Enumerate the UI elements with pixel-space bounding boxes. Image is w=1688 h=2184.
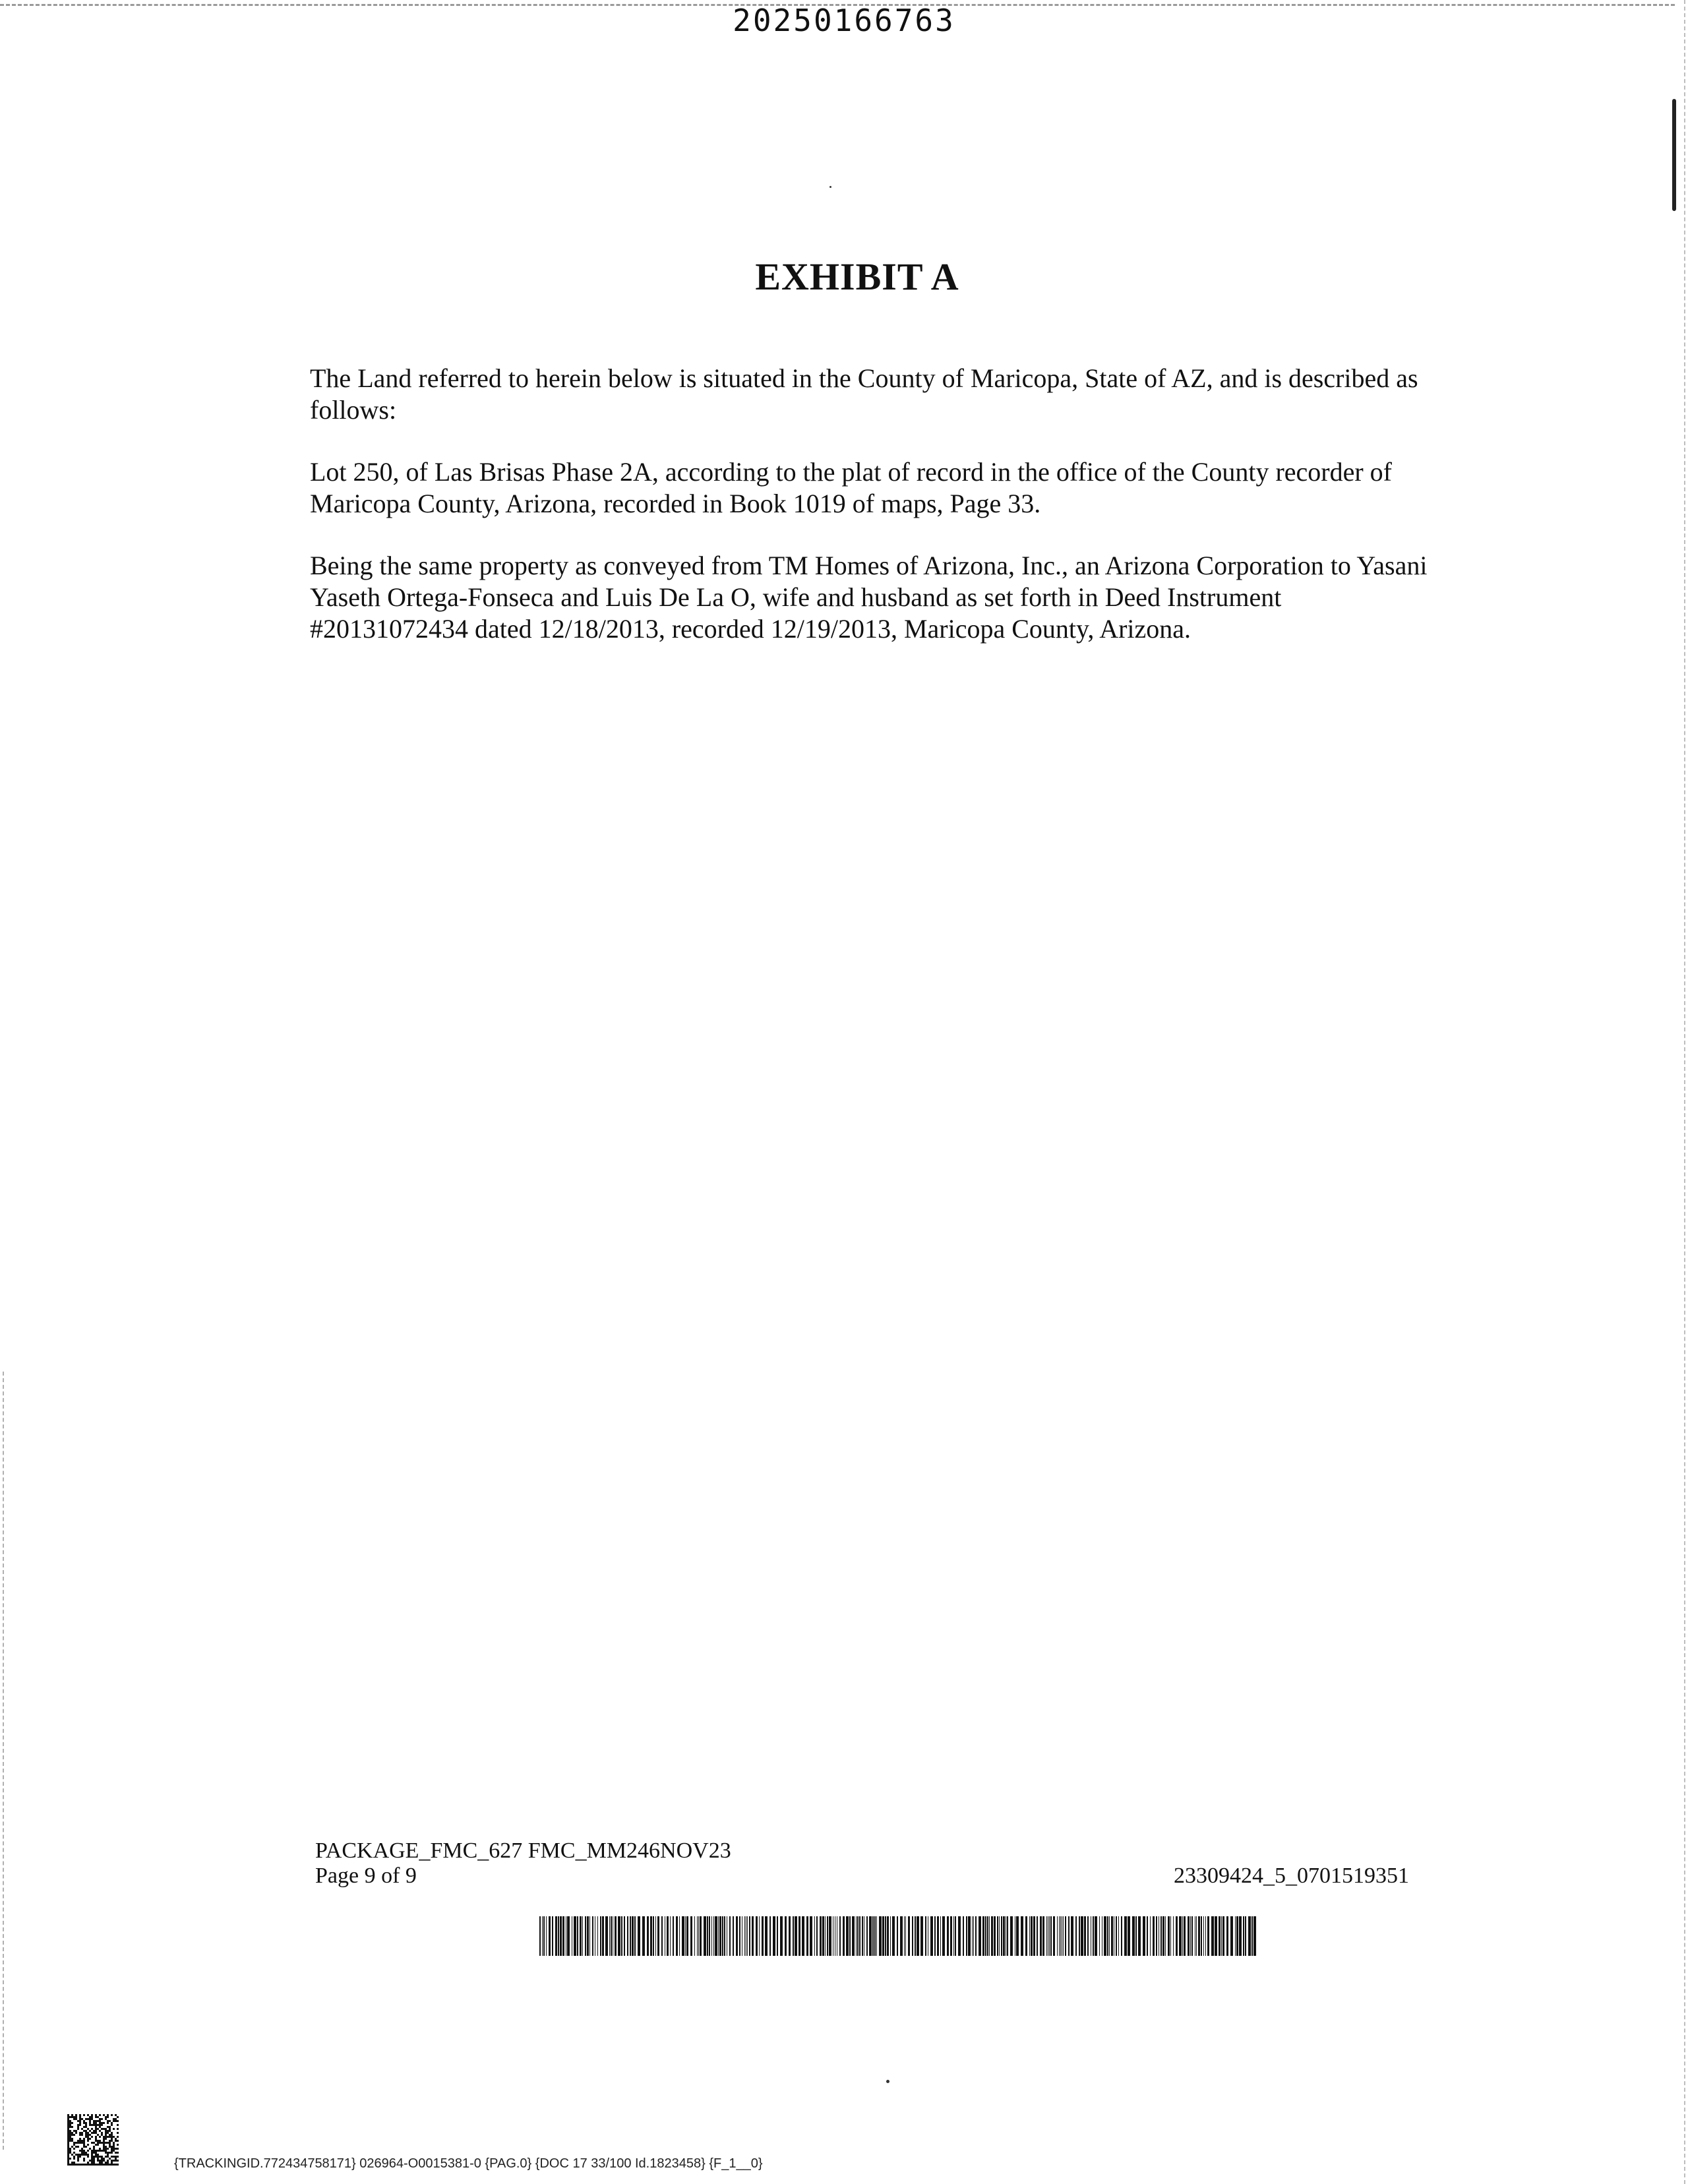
paragraph-lot-description: Lot 250, of Las Brisas Phase 2A, according to the plat of record in the office of the County recorder of Maricopa County, Arizona, recorded in Book 1019 of maps, Page 33. xyxy=(310,457,1392,518)
scan-speck xyxy=(829,186,831,188)
page-number: Page 9 of 9 xyxy=(315,1864,417,1888)
barcode-icon xyxy=(539,1916,1259,1956)
tracking-id: {TRACKINGID.772434758171} 026964-O0015381-0 {PAG.0} {DOC 17 33/100 Id.1823458} {F_1__0} xyxy=(174,2156,763,2171)
paragraph-vesting: Being the same property as conveyed from TM Homes of Arizona, Inc., an Arizona Corporation to Yasani Yaseth Ortega-Fonseca and Luis De La O, wife and husband as set forth in Deed Instrument #20131072434 dated 12/18/2013, recorded 12/19/2013, Maricopa County, Arizona. xyxy=(310,551,1428,644)
scan-mark xyxy=(1672,99,1676,211)
scan-speck xyxy=(886,2080,889,2083)
scan-edge-left xyxy=(3,1372,4,2150)
recording-number: 20250166763 xyxy=(733,3,955,38)
legal-description xyxy=(310,363,1444,675)
datamatrix-code-icon xyxy=(67,2114,119,2166)
scan-edge-right xyxy=(1684,0,1685,2184)
package-info xyxy=(315,1838,731,1889)
document-reference: 23309424_5_0701519351 xyxy=(1174,1864,1409,1888)
package-line: PACKAGE_FMC_627 FMC_MM246NOV23 xyxy=(315,1838,731,1863)
paragraph-situs: The Land referred to herein below is situated in the County of Maricopa, State of AZ, and is described as follows: xyxy=(310,363,1418,425)
page-title: EXHIBIT A xyxy=(755,255,959,298)
